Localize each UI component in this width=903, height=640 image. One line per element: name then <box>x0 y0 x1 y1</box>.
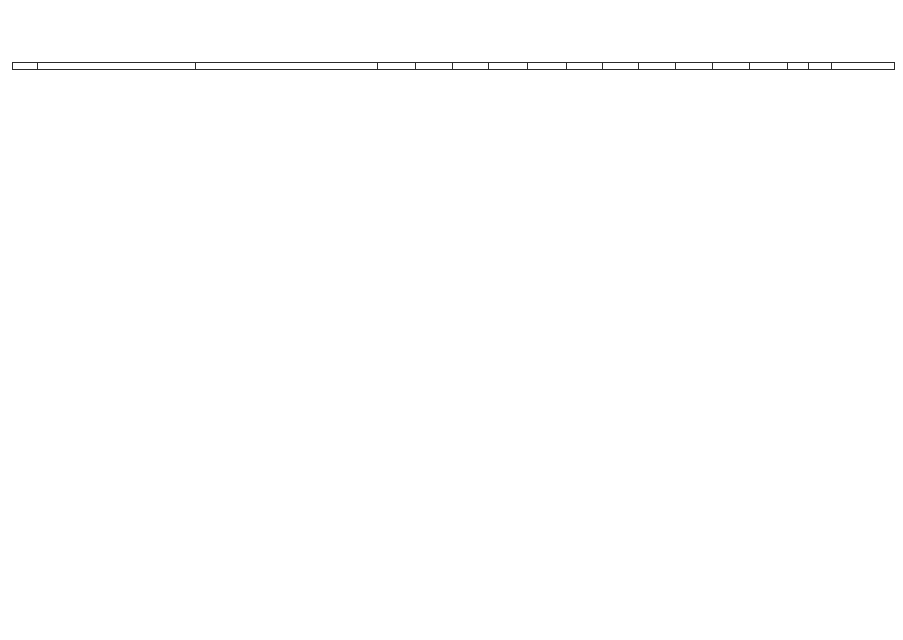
table-header-row <box>13 63 895 70</box>
column-header <box>676 63 713 70</box>
column-header <box>788 63 809 70</box>
column-header <box>567 63 603 70</box>
column-header <box>378 63 416 70</box>
column-header <box>453 63 489 70</box>
column-header <box>416 63 453 70</box>
column-header <box>196 63 378 70</box>
column-header <box>713 63 750 70</box>
column-header <box>603 63 639 70</box>
housing-overhaul-table <box>12 62 895 70</box>
column-header <box>528 63 567 70</box>
column-header <box>809 63 832 70</box>
column-header <box>38 63 196 70</box>
column-header <box>13 63 38 70</box>
column-header <box>832 63 895 70</box>
column-header <box>489 63 528 70</box>
column-header <box>639 63 676 70</box>
column-header <box>750 63 788 70</box>
